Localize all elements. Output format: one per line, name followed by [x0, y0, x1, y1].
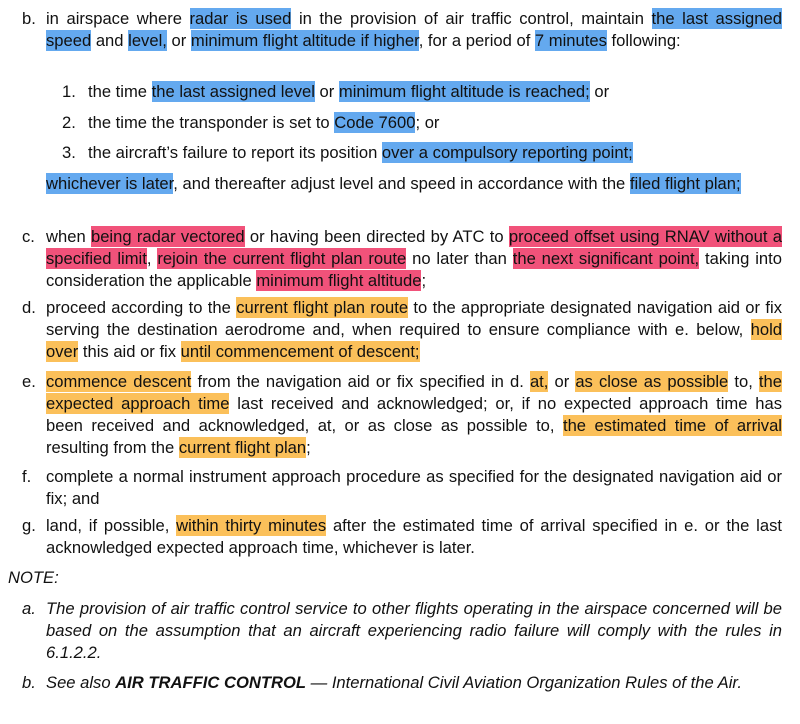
- text: in the provision of air traffic control, maintain: [291, 9, 652, 28]
- highlight-yellow: within thirty minutes: [176, 516, 327, 535]
- text: ;: [421, 271, 427, 290]
- text: in airspace where: [46, 9, 190, 28]
- highlight-blue: 7 minutes: [534, 31, 607, 50]
- text: to,: [728, 372, 759, 391]
- text: ; or: [415, 113, 440, 132]
- highlight-red: the next significant point,: [512, 249, 700, 268]
- text: the aircraft’s failure to report its position: [88, 143, 382, 162]
- item-c: [22, 226, 782, 292]
- text: The provision of air traffic control service to other flights operating in the airspace concerned will be based on the assumption that an aircraft experiencing radio failure will comply with the rules in 6.1.2.2.: [46, 599, 782, 662]
- highlight-yellow: until commencement of descent;: [180, 342, 420, 361]
- item-b-sub-3: [62, 142, 778, 164]
- text: See also: [46, 673, 116, 692]
- highlight-yellow: commence descent: [46, 372, 192, 391]
- highlight-red: minimum flight altitude: [256, 271, 422, 290]
- note-b-label: b.: [22, 673, 36, 692]
- text: resulting from the: [46, 438, 179, 457]
- highlight-yellow: current flight plan: [178, 438, 307, 457]
- highlight-yellow: as close as possible: [575, 372, 729, 391]
- item-d: [22, 297, 782, 363]
- highlight-blue: Code 7600: [334, 113, 416, 132]
- note-a: [22, 598, 782, 664]
- item-e: [22, 371, 782, 459]
- highlight-yellow: hold over: [46, 320, 782, 361]
- item-e-label: e.: [22, 372, 36, 391]
- text: , for a period of: [418, 31, 535, 50]
- note-a-label: a.: [22, 599, 36, 618]
- text: or: [314, 82, 339, 101]
- text: complete a normal instrument approach procedure as specified for the designated navigation aid or fix; and: [46, 467, 782, 508]
- highlight-red: being radar vectored: [90, 227, 245, 246]
- highlight-blue: over a compulsory reporting point;: [381, 143, 633, 162]
- text: land, if possible,: [46, 516, 177, 535]
- sub-number: 2.: [62, 113, 76, 132]
- text: when: [46, 227, 91, 246]
- item-b-label: b.: [22, 9, 36, 28]
- text: the time: [88, 82, 152, 101]
- highlight-blue: whichever is later: [46, 174, 174, 193]
- text: taking into consideration the applicable: [46, 249, 782, 290]
- text: , and thereafter adjust level and speed in accordance with the: [173, 174, 630, 193]
- highlight-blue: minimum flight altitude is reached;: [338, 82, 590, 101]
- bold-reference: AIR TRAFFIC CONTROL: [115, 673, 306, 692]
- sub-number: 3.: [62, 143, 76, 162]
- item-g-label: g.: [22, 516, 36, 535]
- text: no later than: [406, 249, 513, 268]
- item-g: [22, 515, 782, 559]
- text: the time the transponder is set to: [88, 113, 335, 132]
- highlight-blue: minimum flight altitude if higher: [190, 31, 419, 50]
- highlight-yellow: the estimated time of arrival: [562, 416, 782, 435]
- highlight-red: rejoin the current flight plan route: [157, 249, 407, 268]
- text: last received and acknowledged; or, if no expected approach time has been received and acknowledged, at, or as close as possible to,: [46, 394, 782, 435]
- highlight-blue: level,: [128, 31, 167, 50]
- text: to the appropriate designated navigation aid or fix serving the destination aerodrome and, when required to ensure compliance with e. below,: [46, 298, 782, 339]
- text: or: [589, 82, 610, 101]
- note-heading: NOTE:: [8, 568, 59, 587]
- item-b-sub-1: [62, 81, 778, 103]
- text: ;: [306, 438, 311, 457]
- item-c-label: c.: [22, 227, 35, 246]
- text: or: [166, 31, 191, 50]
- note-b: [22, 672, 782, 694]
- text: ,: [146, 249, 158, 268]
- text: and: [91, 31, 129, 50]
- sub-number: 1.: [62, 82, 76, 101]
- highlight-yellow: the expected approach time: [46, 372, 782, 413]
- highlight-blue: filed flight plan;: [629, 174, 741, 193]
- text: or: [548, 372, 576, 391]
- highlight-blue: radar is used: [189, 9, 292, 28]
- text: this aid or fix: [78, 342, 181, 361]
- item-f-label: f.: [22, 467, 32, 486]
- text: or having been directed by ATC to: [244, 227, 509, 246]
- item-b-sub-2: [62, 112, 778, 134]
- highlight-red: proceed offset using RNAV without a specified limit: [46, 227, 782, 268]
- highlight-blue: the last assigned level: [151, 82, 315, 101]
- item-b: [22, 8, 782, 52]
- highlight-yellow: current flight plan route: [236, 298, 409, 317]
- text: — International Civil Aviation Organization Rules of the Air.: [306, 673, 742, 692]
- text: following:: [606, 31, 681, 50]
- item-d-label: d.: [22, 298, 36, 317]
- text: from the navigation aid or fix specified in d.: [191, 372, 530, 391]
- highlight-blue: the last assigned speed: [46, 9, 782, 50]
- item-f: [22, 466, 782, 510]
- item-b-continuation: [46, 173, 782, 195]
- text: proceed according to the: [46, 298, 237, 317]
- highlight-yellow: at,: [529, 372, 549, 391]
- text: after the estimated time of arrival specified in e. or the last acknowledged expected approach time, whichever is later.: [46, 516, 782, 557]
